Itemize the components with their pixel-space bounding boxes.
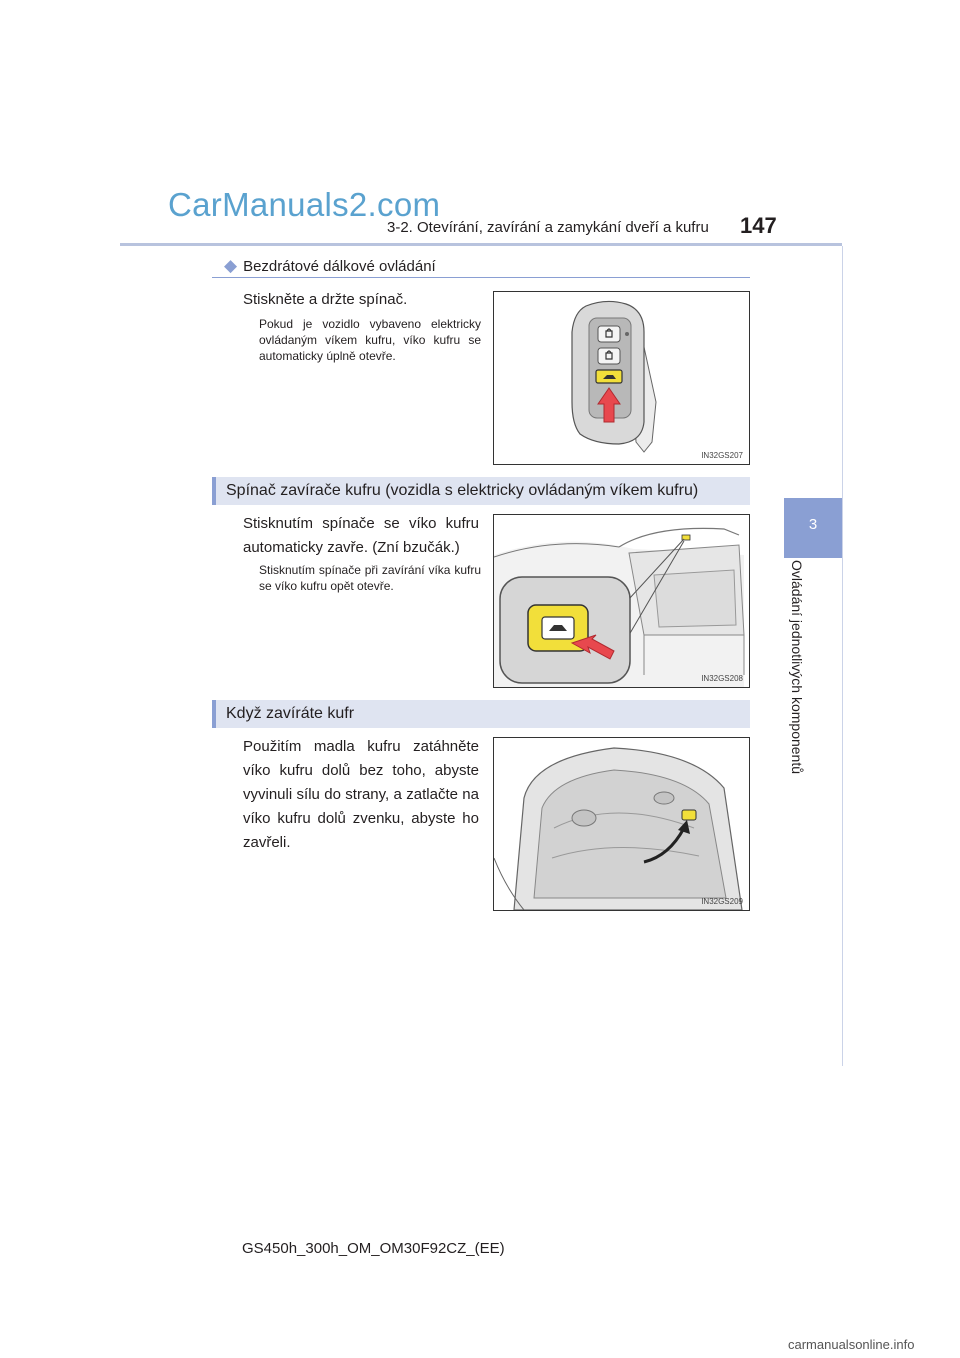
body-text-1: Stiskněte a držte spínač.	[243, 291, 408, 308]
figure-trunk-closer	[493, 514, 750, 688]
chapter-tab[interactable]	[784, 498, 842, 558]
chapter-title: Ovládání jednotlivých komponentů	[789, 560, 805, 775]
side-divider	[842, 246, 843, 1066]
chapter-number: 3	[808, 516, 818, 533]
subheading-rule	[212, 277, 750, 278]
chapter-title-vertical	[789, 560, 819, 820]
remote-key-illustration	[494, 292, 749, 464]
figure-code-1: IN32GS207	[701, 451, 743, 460]
section-heading-closing-trunk	[212, 700, 750, 728]
section-heading-label: Spínač zavírače kufru (vozidla s elektricky ovládaným víkem kufru)	[226, 482, 699, 499]
subheading-remote	[224, 256, 436, 276]
running-header: 3-2. Otevírání, zavírání a zamykání dveří a kufru	[387, 219, 709, 236]
trunk-switch-illustration	[494, 515, 749, 687]
document-code-footer: GS450h_300h_OM_OM30F92CZ_(EE)	[242, 1240, 505, 1257]
watermark-bottom: carmanualsonline.info	[788, 1337, 915, 1352]
watermark-logo: CarManuals2.com	[168, 186, 441, 223]
figure-code-3: IN32GS209	[701, 897, 743, 906]
note-text-2: Stisknutím spínače při zavírání víka kufru se víko kufru opět otevře.	[259, 563, 481, 593]
figure-code-2: IN32GS208	[701, 674, 743, 683]
figure-trunk-handle	[493, 737, 750, 911]
note-text-1: Pokud je vozidlo vybaveno elektricky ovládaným víkem kufru, víko kufru se automaticky úplně otevře.	[259, 317, 481, 363]
trunk-lid-illustration	[494, 738, 749, 910]
subheading-label: Bezdrátové dálkové ovládání	[243, 258, 436, 275]
section-heading-label: Když zavíráte kufr	[226, 705, 355, 722]
header-rule	[120, 243, 842, 246]
section-heading-closer-switch	[212, 477, 750, 505]
page-number: 147	[740, 213, 777, 238]
figure-remote-key	[493, 291, 750, 465]
body-text-2: Stisknutím spínače se víko kufru automaticky zavře. (Zní bzučák.)	[243, 515, 479, 556]
diamond-icon: ◆	[224, 256, 238, 275]
body-text-3: Použitím madla kufru zatáhněte víko kufru dolů bez toho, abyste vyvinuli sílu do strany, a zatlačte na víko kufru dolů zvenku, abyste ho zavřeli.	[243, 738, 479, 851]
